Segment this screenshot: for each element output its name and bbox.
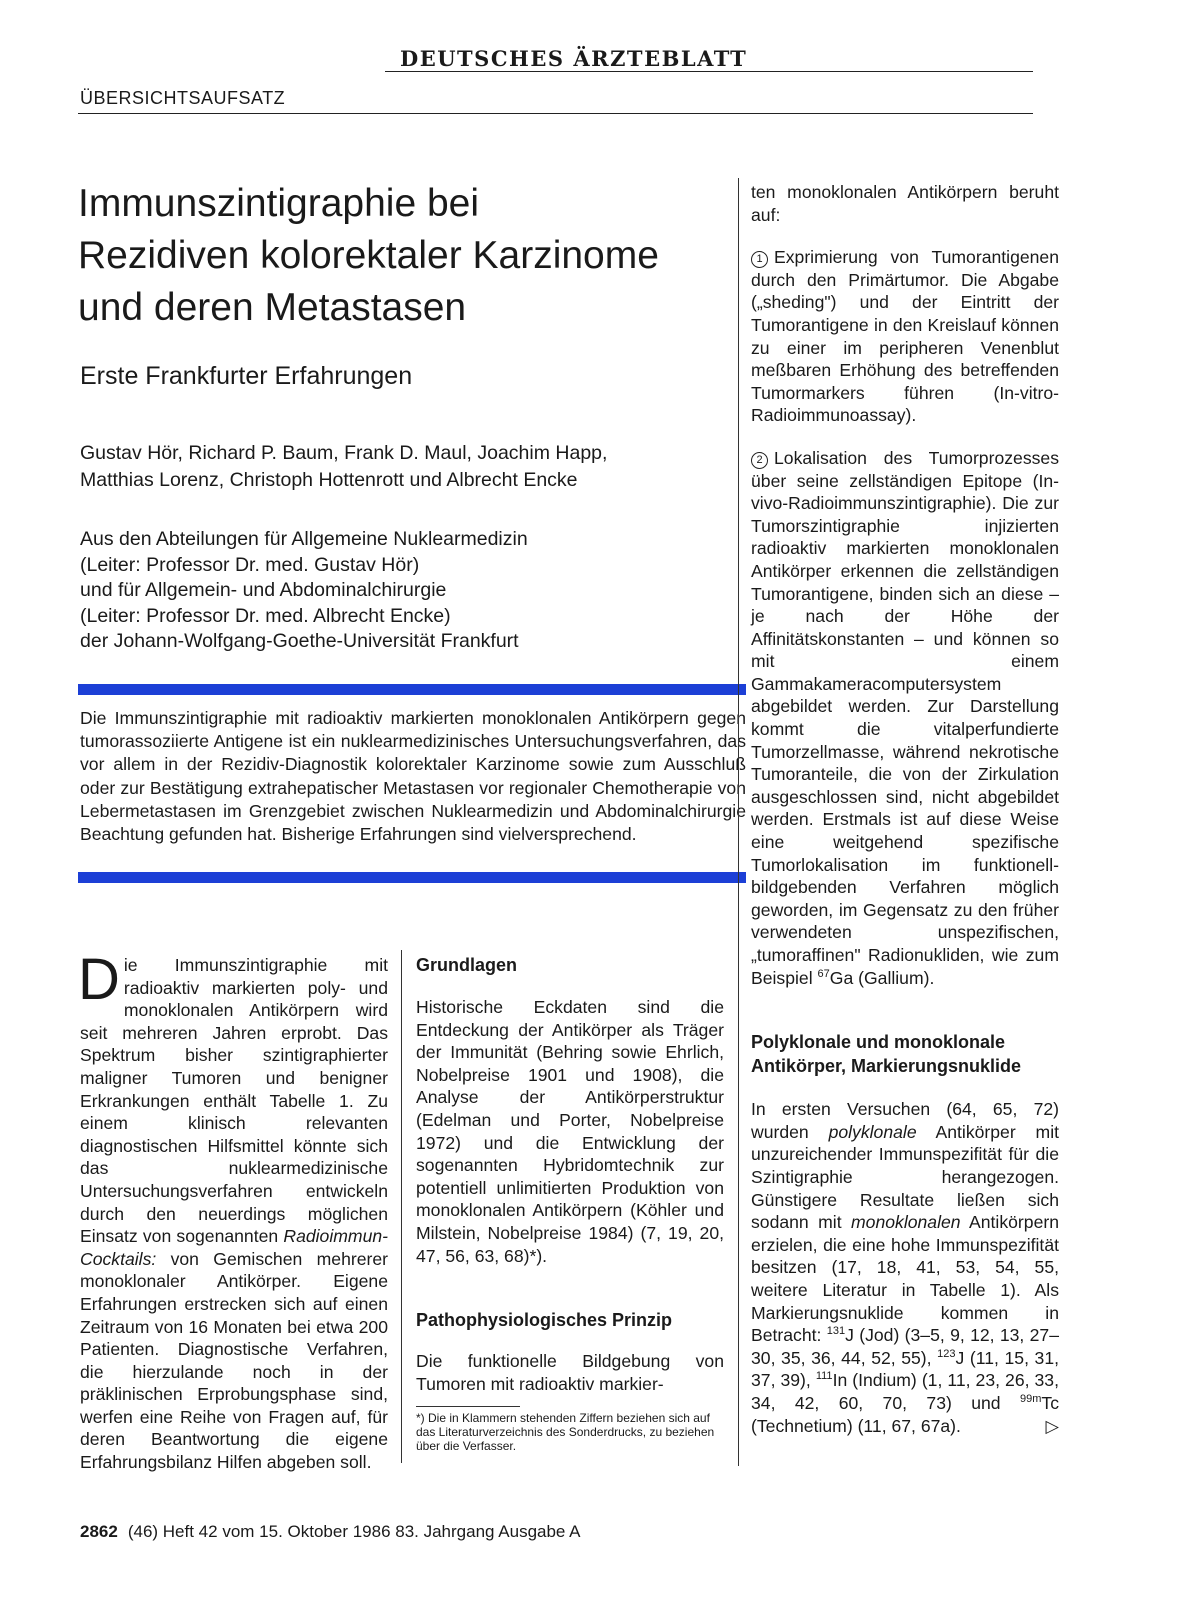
affiliation-line: (Leiter: Professor Dr. med. Gustav Hör) <box>80 553 420 576</box>
column-divider <box>738 178 739 1466</box>
grundlagen-paragraph: Historische Eckdaten sind die Entdeckung der Antikörper als Träger der Immunität (Behring sowie Ehrlich, Nobelpreise 1901 und 1908), die Analyse der Antikörperstruktur (Edelman und Porter, Nobelpreise 1972) und die Entwicklung der sogenannten Hybridomtechnik zur potentiell unlimitierten Produktion von monoklonalen Antikörpern (Köhler und Milstein, Nobelpreise 1984) (7, 19, 20, 47, 56, 63, 68)*). <box>416 997 724 1266</box>
affiliation-line: der Johann-Wolfgang-Goethe-Universität Frankfurt <box>80 630 519 652</box>
heading-antikoerper: Polyklonale und monoklonale Antikörper, Markierungsnuklide <box>751 1032 1022 1077</box>
abstract-top-bar <box>78 684 746 695</box>
title-line: Rezidiven kolorektaler Karzinome <box>78 234 659 277</box>
list-item-2-text: Ga (Gallium). <box>829 967 935 988</box>
title-line: Immunszintigraphie bei <box>78 182 480 225</box>
paragraph-text: In ersten Versuchen (64, 65, 72) wurden <box>751 1099 1059 1142</box>
column-1 <box>78 947 388 1474</box>
list-item-1 <box>751 246 1059 427</box>
authors <box>80 440 760 494</box>
issue-info: (46) Heft 42 vom 15. Oktober 1986 83. Jahrgang Ausgabe A <box>127 1522 581 1541</box>
paragraph-text: Antikörpern erzielen, die eine hohe Immunspezifität besitzen (17, 18, 41, 53, 54, 55, weitere Literatur in Tabelle 1). Als Markierungsnuklide kommen in Betracht: <box>751 1212 1059 1346</box>
page-footer <box>80 1522 581 1542</box>
paragraph-text: In (Indium) (1, 11, 23, 26, 33, 34, 42, 60, 70, 73) und <box>751 1370 1059 1413</box>
list-number-2: 2 <box>751 452 768 469</box>
column-divider <box>401 950 402 1463</box>
intro-emphasis: Radioimmun-Cocktails: <box>80 1226 388 1269</box>
superscript: 111 <box>815 1370 833 1383</box>
abstract: Die Immunszintigraphie mit radioaktiv markierten monoklonalen Antikörpern gegen tumorassoziierte Antigene ist ein nuklearmedizinisches Untersuchungsverfahren, das vor allem in der Rezidiv-Diagnostik kolorektaler Karzinome sowie zum Ausschluß oder zur Bestätigung extrahepatischer Metastasen vor regionaler Chemotherapie von Lebermetastasen im Grenzgebiet zwischen Nuklearmedizin und Abdominalchirurgie Beachtung gefunden hat. Bisherige Erfahrungen sind vielversprechend. <box>80 708 746 845</box>
abstract-bottom-bar <box>78 872 746 883</box>
section-label: ÜBERSICHTSAUFSATZ <box>80 88 286 108</box>
paragraph-text: J (11, 15, 31, 37, 39), <box>751 1347 1060 1391</box>
paragraph-text: J (Jod) (3–5, 9, 12, 13, 27–30, 35, 36, 44, 52, 55), <box>751 1325 1059 1368</box>
drop-cap: D <box>78 947 120 1012</box>
footnote-rule <box>416 1406 520 1407</box>
intro-paragraph <box>78 947 388 1474</box>
affiliation-line: und für Allgemein- und Abdominalchirurgie <box>80 579 447 601</box>
list-item-1-text: Exprimierung von Tumorantigenen durch den Primärtumor. Die Abgabe („sheding") und der Eintritt der Tumorantigene in den Kreislauf können zu einer im peripheren Venenblut meßbaren Erhöhung des betreffenden Tumormarkers führen (In-vitro-Radioimmunoassay). <box>751 247 1059 426</box>
column-2 <box>416 953 724 1453</box>
superscript: 131 <box>826 1325 846 1338</box>
header-rule <box>78 113 1033 114</box>
list-item-2-text: Lokalisation des Tumorprozesses über seine zellständigen Epitope (In-vivo-Radioimmunszintigraphie). Die zur Tumorszintigraphie injizierten radioaktiv markierten monoklonalen Antikörper erkennen die zellständigen Tumorantigene, binden sich an diese – je nach der Höhe der Affinitätskonstanten – und können so mit einem Gammakameracomputersystem abgebildet werden. Zur Darstellung kommt die vitalperfundierte Tumorzellmasse, während nekrotische Tumoranteile, die von der Zirkulation ausgeschlossen sind, nicht abgebildet werden. Erstmals ist auf diese Weise eine weitgehend spezifische Tumorlokalisation im funktionell-bildgebenden Verfahren möglich geworden, im Gegensatz zu den früher verwendeten unspezifischen, „tumoraffinen" Radionukliden, wie zum Beispiel <box>751 447 1059 988</box>
footnote: *) Die in Klammern stehenden Ziffern beziehen sich auf das Literaturverzeichnis des Sonderdrucks, zu beziehen über die Verfasser. <box>416 1411 715 1454</box>
affiliation-line: Aus den Abteilungen für Allgemeine Nuklearmedizin <box>80 528 528 550</box>
masthead: DEUTSCHES ÄRZTEBLATT <box>400 46 748 71</box>
column-3 <box>751 181 1059 1437</box>
continued-paragraph: ten monoklonalen Antikörpern beruht auf: <box>751 182 1059 225</box>
masthead-rule <box>385 71 1033 72</box>
intro-text: ie Immunszintigraphie mit radioaktiv markierten poly- und monoklonalen Antikörpern wird seit mehreren Jahren erprobt. Das Spektrum bisher szintigraphierter maligner Tumoren und benigner Erkrankungen enthält Tabelle 1. Zu einem klinisch relevanten diagnostischen Hilfsmittel könnte sich das nuklearmedizinische Untersuchungsverfahren entwickeln durch den neuerdings möglichen Einsatz von sogenannten <box>80 955 388 1247</box>
page-number: 2862 <box>80 1522 118 1541</box>
affiliation <box>80 527 760 655</box>
authors-line: Gustav Hör, Richard P. Baum, Frank D. Maul, Joachim Happ, <box>80 442 608 464</box>
affiliation-line: (Leiter: Professor Dr. med. Albrecht Encke) <box>80 604 451 627</box>
continue-arrow-icon: ▷ <box>1045 1415 1059 1436</box>
list-item-2 <box>751 447 1059 989</box>
paragraph-text: Antikörper mit unzureichender Immunspezifität für die Szintigraphie herangezogen. Günstigere Resultate ließen sich sodann mit <box>751 1121 1060 1233</box>
antikoerper-paragraph <box>751 1098 1059 1437</box>
paragraph-text: Tc (Technetium) (11, 67, 67a). <box>751 1392 1059 1436</box>
intro-text: von Gemischen mehrerer monoklonaler Antikörper. Eigene Erfahrungen erstrecken sich auf einen Zeitraum von 16 Monaten bei etwa 200 Patienten. Diagnostische Verfahren, die hierzulande noch in der präklinischen Erprobungsphase sind, werfen eine Reihe von Fragen auf, für deren Beantwortung die eigene Erfahrungsbilanz Hilfen abgeben soll. <box>80 1248 388 1473</box>
superscript: 123 <box>937 1347 956 1360</box>
list-number-1: 1 <box>751 251 768 268</box>
article-title <box>78 178 758 334</box>
emphasis: polyklonale <box>828 1121 917 1142</box>
heading-pathophysiologisches-prinzip: Pathophysiologisches Prinzip <box>416 1310 673 1331</box>
emphasis: monoklonalen <box>851 1212 961 1233</box>
authors-line: Matthias Lorenz, Christoph Hottenrott und Albrecht Encke <box>80 469 578 491</box>
superscript: 67 <box>817 967 830 980</box>
heading-grundlagen: Grundlagen <box>416 955 518 975</box>
title-line: und deren Metastasen <box>78 286 467 329</box>
article-subtitle: Erste Frankfurter Erfahrungen <box>80 362 413 390</box>
superscript: 99m <box>1020 1393 1042 1406</box>
prinzip-paragraph: Die funktionelle Bildgebung von Tumoren mit radioaktiv markier- <box>416 1351 724 1394</box>
